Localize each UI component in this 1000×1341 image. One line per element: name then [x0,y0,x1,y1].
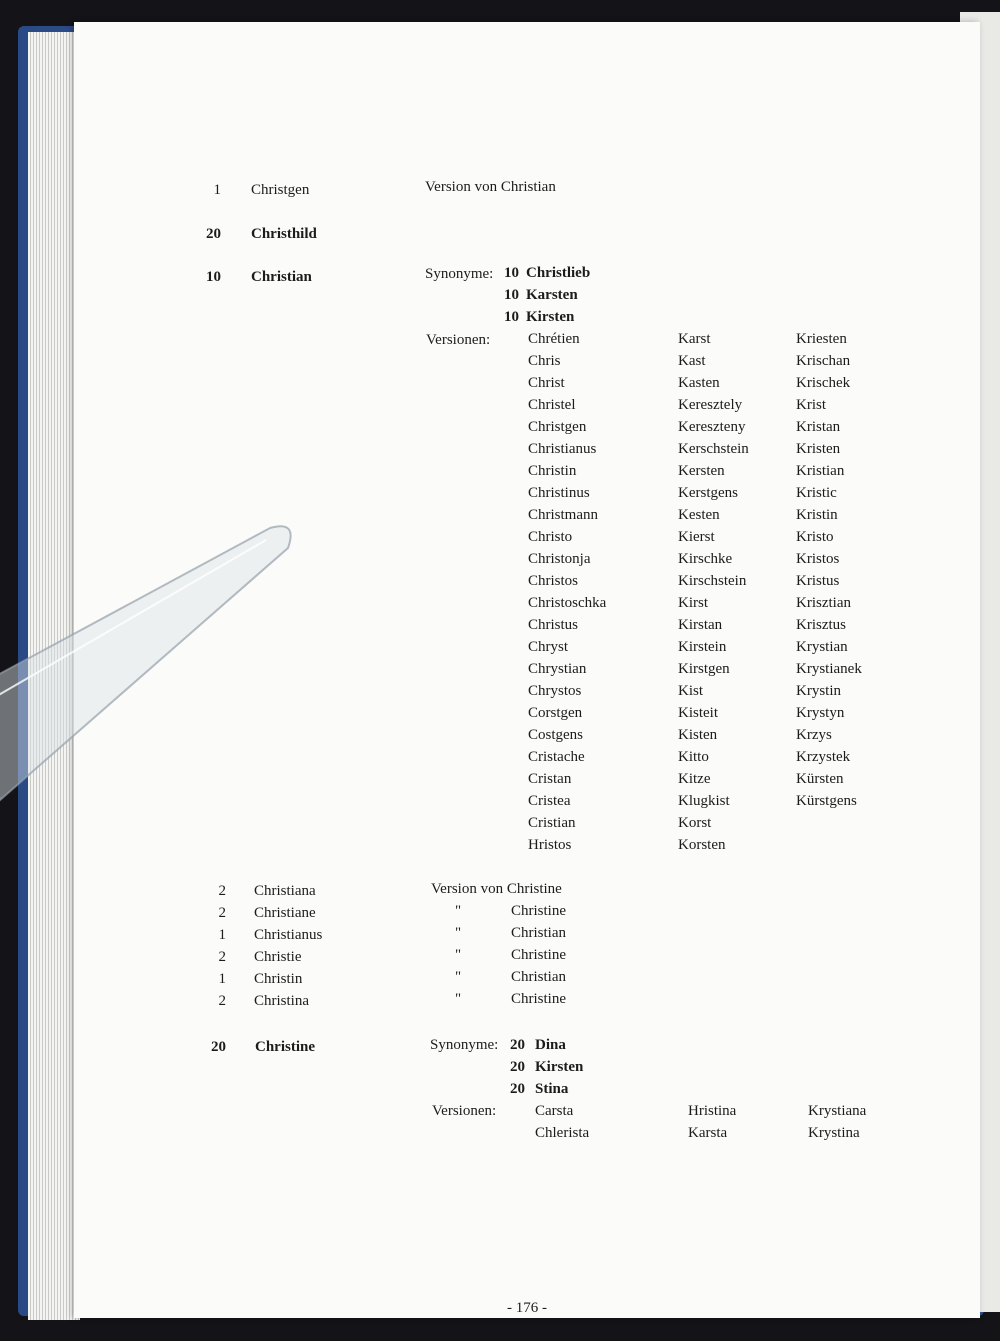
version-name: Kriesten [796,331,847,347]
version-name: Chris [528,353,561,369]
version-name: Christonja [528,551,591,567]
synonym-name: Dina [535,1037,566,1053]
entry-count: 1 [213,182,221,198]
version-name: Cristian [528,815,576,831]
entry-relation: Version von Christine [431,881,562,897]
version-name: Kist [678,683,704,699]
entry-name: Christine [255,1039,315,1055]
entry-relation-target: Christine [511,903,566,919]
version-name: Kirstgen [678,661,730,677]
entry-name: Christgen [251,182,310,198]
entry-name: Christina [254,993,309,1009]
version-name: Krystianek [796,661,862,677]
version-name: Kerstgens [678,485,738,501]
synonym-count: 10 [504,265,519,281]
version-name: Krystyn [796,705,845,721]
version-name: Kirstein [678,639,727,655]
synonym-name: Kirsten [526,309,575,325]
version-name: Kristian [796,463,845,479]
version-name: Christel [528,397,576,413]
version-name: Cristea [528,793,571,809]
synonym-count: 10 [504,309,519,325]
synonym-name: Christlieb [526,265,591,281]
version-name: Kristen [796,441,841,457]
version-name: Kierst [678,529,715,545]
version-name: Kitze [678,771,711,787]
entry-count: 10 [206,269,221,285]
version-name: Kast [678,353,706,369]
ditto-mark: " [455,991,462,1007]
version-name: Krzystek [796,749,851,765]
ditto-mark: " [455,925,462,941]
version-name: Chlerista [535,1125,590,1141]
entry-name: Christie [254,949,302,965]
version-name: Christoschka [528,595,607,611]
version-name: Karst [678,331,711,347]
versionen-label: Versionen: [426,332,491,348]
synonyme-label: Synonyme: [430,1037,499,1053]
ditto-mark: " [455,947,462,963]
synonym-count: 20 [510,1081,525,1097]
page-number: - 176 - [507,1300,547,1316]
version-name: Klugkist [678,793,730,809]
synonym-name: Kirsten [535,1059,584,1075]
ditto-mark: " [455,903,462,919]
version-name: Krisztian [796,595,851,611]
version-name: Corstgen [528,705,583,721]
version-name: Krystina [808,1125,860,1141]
entry-name: Christin [254,971,303,987]
versionen-label: Versionen: [432,1103,497,1119]
version-name: Kersten [678,463,725,479]
version-name: Kristus [796,573,840,589]
version-name: Chryst [528,639,569,655]
entry-name: Christiane [254,905,316,921]
version-name: Kitto [678,749,709,765]
version-name: Krystian [796,639,848,655]
entry-count: 20 [206,226,221,242]
synonyme-label: Synonyme: [425,266,494,282]
version-name: Kürstgens [796,793,857,809]
version-name: Kirstan [678,617,723,633]
version-name: Kristin [796,507,838,523]
version-name: Christmann [528,507,598,523]
version-name: Kisten [678,727,718,743]
synonym-count: 20 [510,1059,525,1075]
entry-name: Christiana [254,883,316,899]
entry-relation-target: Christian [511,969,566,985]
version-name: Krisztus [796,617,846,633]
version-name: Krist [796,397,826,413]
synonym-count: 10 [504,287,519,303]
version-name: Krystin [796,683,841,699]
ditto-mark: " [455,969,462,985]
version-name: Christinus [528,485,590,501]
entry-relation-target: Christian [511,925,566,941]
version-name: Christin [528,463,577,479]
version-name: Christ [528,375,565,391]
version-name: Cristache [528,749,585,765]
version-name: Costgens [528,727,584,743]
version-name: Christo [528,529,573,545]
version-name: Kristic [796,485,837,501]
version-name: Kristos [796,551,840,567]
entry-relation-target: Christine [511,947,566,963]
version-name: Kürsten [796,771,844,787]
version-name: Krischan [796,353,851,369]
synonym-count: 20 [510,1037,525,1053]
version-name: Kirst [678,595,708,611]
version-name: Keresztely [678,397,743,413]
version-name: Chrystian [528,661,587,677]
version-name: Carsta [535,1103,574,1119]
version-name: Chrystos [528,683,582,699]
version-name: Hristos [528,837,572,853]
version-name: Korsten [678,837,726,853]
version-name: Christgen [528,419,587,435]
version-name: Kasten [678,375,720,391]
entry-count: 2 [218,949,226,965]
version-name: Christianus [528,441,597,457]
version-name: Hristina [688,1103,737,1119]
version-name: Christus [528,617,579,633]
entry-name: Christian [251,269,312,285]
version-name: Kristo [796,529,834,545]
entry-count: 20 [211,1039,226,1055]
version-name: Kereszteny [678,419,746,435]
version-name: Kesten [678,507,720,523]
synonym-name: Stina [535,1081,569,1097]
version-name: Kisteit [678,705,718,721]
version-name: Krischek [796,375,851,391]
version-name: Krzys [796,727,832,743]
version-name: Cristan [528,771,572,787]
version-name: Christos [528,573,579,589]
entry-relation-target: Christine [511,991,566,1007]
version-name: Karsta [688,1125,728,1141]
version-name: Kirschstein [678,573,747,589]
entry-count: 2 [218,993,226,1009]
version-name: Krystiana [808,1103,867,1119]
entry-relation: Version von Christian [425,179,556,195]
version-name: Kirschke [678,551,733,567]
synonym-name: Karsten [526,287,578,303]
entry-count: 2 [218,905,226,921]
entry-count: 2 [218,883,226,899]
entry-name: Christhild [251,226,317,242]
version-name: Korst [678,815,712,831]
version-name: Kristan [796,419,841,435]
version-name: Chrétien [528,331,580,347]
entry-name: Christianus [254,927,323,943]
entry-count: 1 [218,971,226,987]
version-name: Kerschstein [678,441,749,457]
entry-count: 1 [218,927,226,943]
